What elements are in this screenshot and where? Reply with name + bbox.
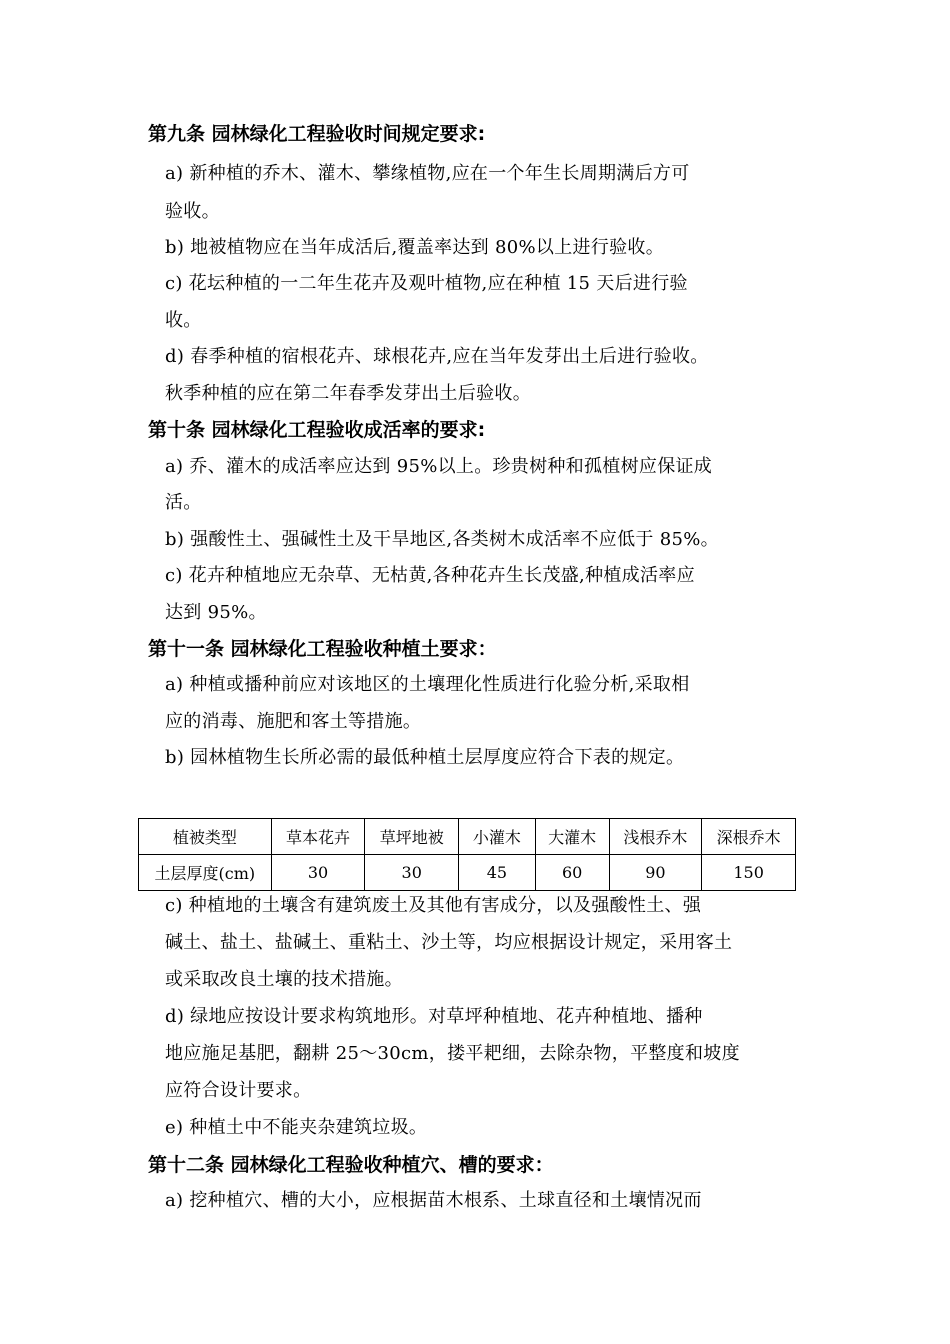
table-cell: 30: [365, 855, 459, 891]
section-9-item-b: b) 地被植物应在当年成活后,覆盖率达到 80%以上进行验收。: [165, 237, 665, 258]
section-10-item-b: b) 强酸性土、强碱性土及干旱地区,各类树木成活率不应低于 85%。: [165, 529, 719, 550]
section-11-item-d-cont1: 地应施足基肥，翻耕 25～30cm，搂平耙细，去除杂物，平整度和坡度: [165, 1043, 740, 1064]
table-cell: 45: [459, 855, 536, 891]
section-10-item-a-cont: 活。: [165, 492, 202, 513]
section-11-item-e: e) 种植土中不能夹杂建筑垃圾。: [165, 1117, 428, 1138]
section-11-item-a-cont: 应的消毒、施肥和客土等措施。: [165, 711, 422, 732]
section-12-item-a: a) 挖种植穴、槽的大小，应根据苗木根系、土球直径和土壤情况而: [165, 1190, 702, 1211]
section-9-item-c: c) 花坛种植的一二年生花卉及观叶植物,应在种植 15 天后进行验: [165, 273, 688, 294]
section-11-item-d-cont2: 应符合设计要求。: [165, 1080, 312, 1101]
table-cell: 大灌木: [535, 819, 609, 855]
table-cell: 30: [271, 855, 365, 891]
table-header-row: [139, 819, 796, 855]
section-11-item-c-cont2: 或采取改良土壤的技术措施。: [165, 969, 403, 990]
section-12-title: 第十二条 园林绿化工程验收种植穴、槽的要求：: [148, 1154, 554, 1176]
section-10-item-a: a) 乔、灌木的成活率应达到 95%以上。珍贵树种和孤植树应保证成: [165, 456, 713, 477]
section-10-title: 第十条 园林绿化工程验收成活率的要求:: [148, 419, 486, 441]
table-cell: 植被类型: [139, 819, 272, 855]
table-cell: 土层厚度(cm): [139, 855, 272, 891]
section-9-item-d-cont: 秋季种植的应在第二年春季发芽出土后验收。: [165, 383, 531, 404]
section-9-item-a-cont: 验收。: [165, 201, 220, 222]
table-row: [139, 855, 796, 891]
section-9-item-a: a) 新种植的乔木、灌木、攀缘植物,应在一个年生长周期满后方可: [165, 163, 690, 184]
section-9-item-d: d) 春季种植的宿根花卉、球根花卉,应在当年发芽出土后进行验收。: [165, 346, 709, 367]
soil-thickness-table: [138, 818, 796, 891]
table-cell: 浅根乔木: [609, 819, 702, 855]
table-cell: 90: [609, 855, 702, 891]
table-cell: 深根乔木: [702, 819, 796, 855]
section-11-item-b: b) 园林植物生长所必需的最低种植土层厚度应符合下表的规定。: [165, 747, 685, 768]
section-11-item-c-cont1: 碱土、盐土、盐碱土、重粘土、沙土等，均应根据设计规定，采用客土: [165, 932, 733, 953]
section-9-item-c-cont: 收。: [165, 310, 202, 331]
section-10-item-c-cont: 达到 95%。: [165, 602, 267, 623]
table-cell: 草坪地被: [365, 819, 459, 855]
section-11-item-c: c) 种植地的土壤含有建筑废土及其他有害成分，以及强酸性土、强: [165, 895, 702, 916]
table-cell: 小灌木: [459, 819, 536, 855]
section-9-title: 第九条 园林绿化工程验收时间规定要求:: [148, 123, 486, 145]
table-cell: 60: [535, 855, 609, 891]
section-11-item-a: a) 种植或播种前应对该地区的土壤理化性质进行化验分析,采取相: [165, 674, 690, 695]
section-11-item-d: d) 绿地应按设计要求构筑地形。对草坪种植地、花卉种植地、播种: [165, 1006, 703, 1027]
section-10-item-c: c) 花卉种植地应无杂草、无枯黄,各种花卉生长茂盛,种植成活率应: [165, 565, 695, 586]
table-cell: 150: [702, 855, 796, 891]
section-11-title: 第十一条 园林绿化工程验收种植土要求：: [148, 638, 497, 660]
table-cell: 草本花卉: [271, 819, 365, 855]
